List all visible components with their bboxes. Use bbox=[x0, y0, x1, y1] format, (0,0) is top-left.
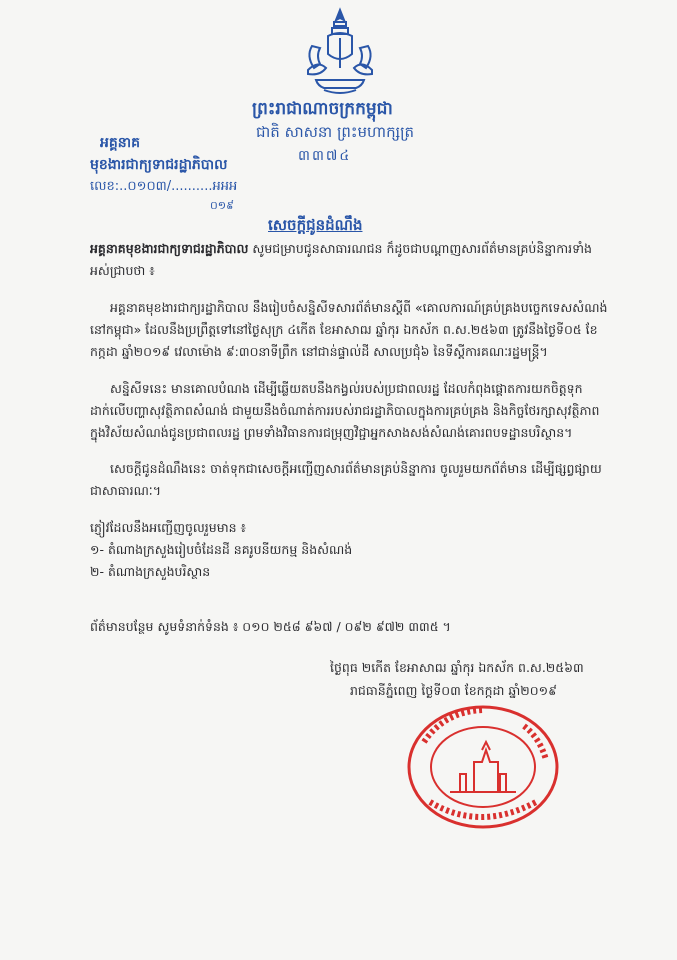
reference-year: ០១៩ bbox=[210, 199, 234, 212]
participants-heading: ភ្ញៀវដែលនឹងអញ្ជើញចូលរួមមាន ៖ bbox=[90, 520, 247, 535]
participant-item: ២- តំណាងក្រសួងបរិស្ថាន bbox=[90, 564, 211, 579]
reference-number: លេខ:..០១០៣/..........អអអ bbox=[90, 179, 238, 194]
intro-text: សូមជម្រាបជូនសាធារណជន ក៏ដូចជាបណ្ដាញសារព័ត៌មានគ្រប់និន្នាការទាំងអស់ជ្រាបថា ៖ bbox=[90, 241, 592, 278]
place-date: រាជធានីភ្នំពេញ ថ្ងៃទី០៣ ខែកក្កដា ឆ្នាំ២០១៩ bbox=[350, 683, 557, 698]
official-seal-icon bbox=[404, 702, 562, 832]
ministry-name-line1: អគ្គនាគ bbox=[100, 135, 140, 151]
document-title: សេចក្ដីជូនដំណឹង bbox=[268, 216, 363, 234]
ministry-name-line2: មុខងារជាក្យទាជរដ្ឋាភិបាល bbox=[90, 157, 228, 173]
participant-item: ១- តំណាងក្រសួងរៀបចំដែនដី នគរូបនីយកម្ម និងសំណង់ bbox=[90, 542, 353, 557]
national-motto: ជាតិ សាសនា ព្រះមហាក្សត្រ bbox=[256, 123, 415, 141]
paragraph-intro bbox=[90, 238, 610, 282]
paragraph-purpose: សន្និសីទនេះ មានគោលបំណង ដើម្បីឆ្លើយតបនឹងកង្វល់របស់ប្រជាពលរដ្ឋ ដែលកំពុងផ្ដោតការយកចិត្តទុកដាក់លើបញ្ហាសុវត្ថិភាពសំណង់ ជាមួយនឹងចំណាត់ការរបស់រាជរដ្ឋាភិបាលក្នុងការគ្រប់គ្រង និងកិច្ចថែរក្សាសុវត្ថិភាពក្នុងវិស័យសំណង់ជូនប្រជាពលរដ្ឋ ព្រមទាំងវិធានការជម្រុញវិជ្ជាអ្នកសាងសង់សំណង់គោរពបទដ្ឋានបរិស្ថាន។ bbox=[90, 381, 600, 440]
kingdom-heading: ព្រះរាជាណាចក្រកម្ពុជា bbox=[252, 99, 393, 119]
royal-emblem-icon bbox=[294, 6, 386, 98]
lunar-date: ថ្ងៃពុធ ២កើត ខែអាសាឍ ឆ្នាំកុរ ឯកស័ក ព.ស.២៥៦៣ bbox=[330, 660, 584, 675]
participants-list bbox=[90, 517, 610, 583]
paragraph-invitation: សេចក្ដីជូនដំណឹងនេះ ចាត់ទុកជាសេចក្ដីអញ្ជើញសារព័ត៌មានគ្រប់និន្នាការ ចូលរួមយកព័ត៌មាន ដើម្បីផ្សព្វផ្សាយជាសាធារណៈ។ bbox=[90, 461, 602, 498]
header-ornament: ៣៣៧៤ bbox=[298, 148, 352, 164]
intro-ministry-name: អគ្គនាគមុខងារជាក្យទាជរដ្ឋាភិបាល bbox=[90, 241, 249, 256]
contact-info: ព័ត៌មានបន្ថែម សូមទំនាក់ទំនង ៖ ០១០ ២៥៨ ៩៦៧ / ០៩២ ៩៧២ ៣៣៥ ។ bbox=[90, 619, 451, 634]
paragraph-event: អគ្គនាគមុខងារជាក្យរដ្ឋាភិបាល នឹងរៀបចំសន្និសីទសារព័ត៌មានស្ដីពី «គោលការណ៍គ្រប់គ្រងបច្ចេកទេសសំណង់នៅកម្ពុជា» ដែលនឹងប្រព្រឹត្តទៅនៅថ្ងៃសុក្រ ៤កើត ខែអាសាឍ ឆ្នាំកុរ ឯកស័ក ព.ស.២៥៦៣ ត្រូវនឹងថ្ងៃទី០៥ ខែកក្កដា ឆ្នាំ២០១៩ វេលាម៉ោង ៩:៣០នាទីព្រឹក នៅជាន់ផ្ទាល់ដី សាលប្រជុំ៦ នៃទីស្ដីការគណៈរដ្ឋមន្ត្រី។ bbox=[90, 300, 608, 359]
